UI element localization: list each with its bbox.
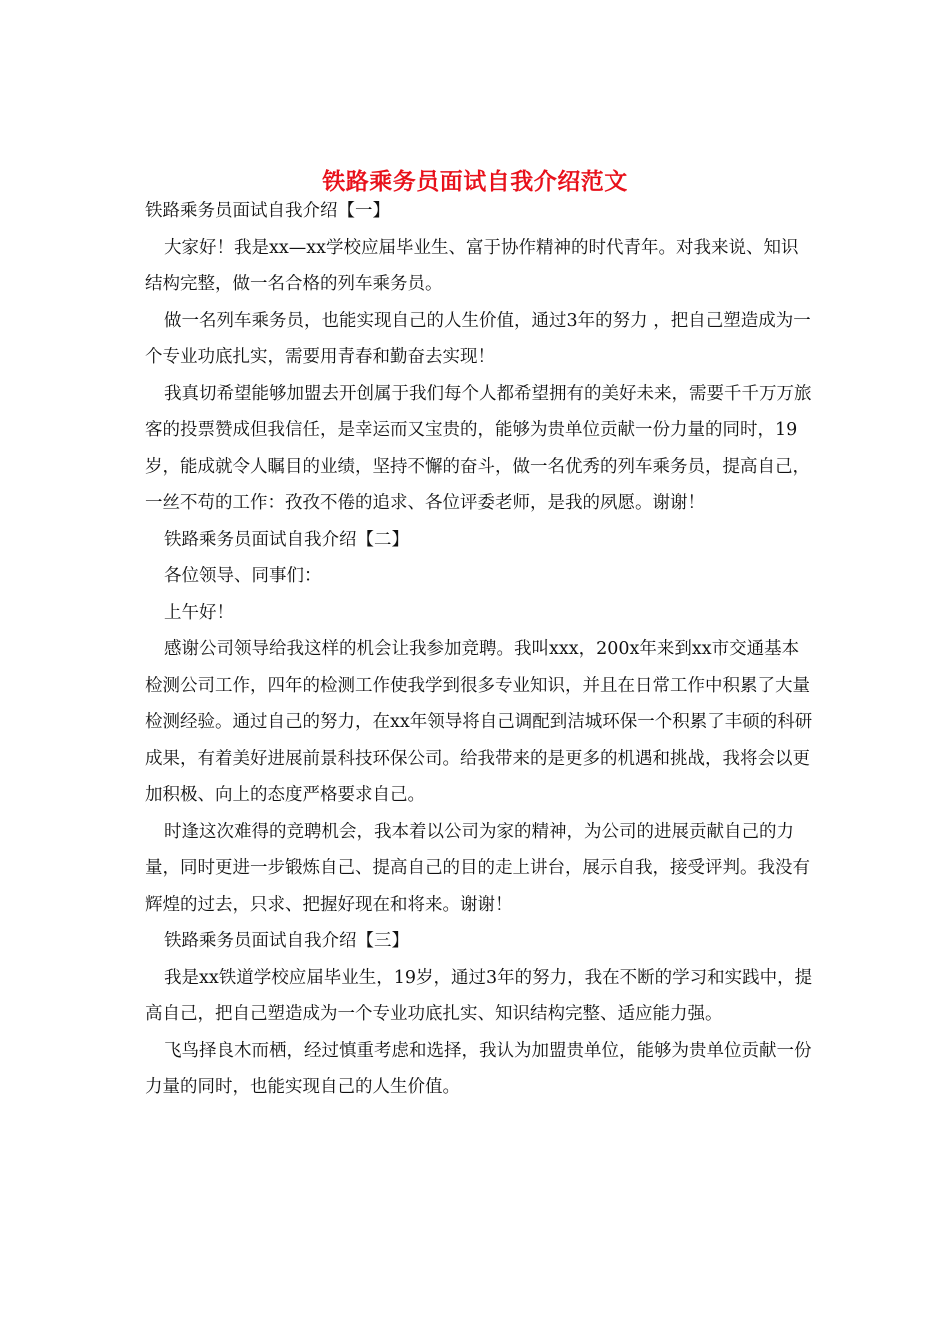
section-heading-2: 铁路乘务员面试自我介绍【二】 bbox=[164, 529, 409, 550]
section-heading-3: 铁路乘务员面试自我介绍【三】 bbox=[164, 931, 409, 951]
section-heading-1: 铁路乘务员面试自我介绍【一】 bbox=[145, 201, 390, 221]
paragraph-2-morning: 上午好！ bbox=[164, 602, 234, 623]
paragraph-3-2: 飞鸟择良木而栖，经过慎重考虑和选择，我认为加盟贵单位，能够为贵单位贡献一份力量的同时，也能实现自己的人生价值。 bbox=[145, 1040, 812, 1097]
paragraph-2-greeting: 各位领导、同事们： bbox=[164, 566, 322, 586]
paragraph-1-2: 做一名列车乘务员，也能实现自己的人生价值，通过3年的努力 ，把自己塑造成为一个专业功底扎实，需要用青春和勤奋去实现！ bbox=[145, 310, 811, 367]
paragraph-2-1: 感谢公司领导给我这样的机会让我参加竞聘。我叫xxx，200x年来到xx市交通基本检测公司工作，四年的检测工作使我学到很多专业知识，并且在日常工作中积累了大量检测经验。通过自己的努力，在xx年领导将自己调配到洁城环保一个积累了丰硕的科研成果，有着美好进展前景科技环保公司。给我带来的是更多的机遇和挑战，我将会以更加积极、向上的态度严格要求自己。 bbox=[145, 639, 813, 805]
paragraph-1-3: 我真切希望能够加盟去开创属于我们每个人都希望拥有的美好未来，需要千千万万旅客的投票赞成但我信任，是幸运而又宝贵的，能够为贵单位贡献一份力量的同时，19岁，能成就令人瞩目的业绩，坚持不懈的奋斗，做一名优秀的列车乘务员，提高自己，一丝不苟的工作：孜孜不倦的追求、各位评委老师，是我的夙愿。谢谢！ bbox=[145, 383, 812, 513]
paragraph-3-1: 我是xx铁道学校应届毕业生，19岁，通过3年的努力，我在不断的学习和实践中，提高自己，把自己塑造成为一个专业功底扎实、知识结构完整、适应能力强。 bbox=[145, 967, 813, 1024]
document-body bbox=[145, 193, 815, 1106]
paragraph-1-1: 大家好！我是xx—xx学校应届毕业生、富于协作精神的时代青年。对我来说、知识结构完整，做一名合格的列车乘务员。 bbox=[145, 237, 799, 294]
paragraph-2-2: 时逢这次难得的竞聘机会，我本着以公司为家的精神，为公司的进展贡献自己的力量，同时更进一步锻炼自己、提高自己的目的走上讲台，展示自我，接受评判。我没有辉煌的过去，只求、把握好现在和将来。谢谢！ bbox=[145, 821, 810, 915]
document-title: 铁路乘务员面试自我介绍范文 bbox=[322, 168, 628, 196]
